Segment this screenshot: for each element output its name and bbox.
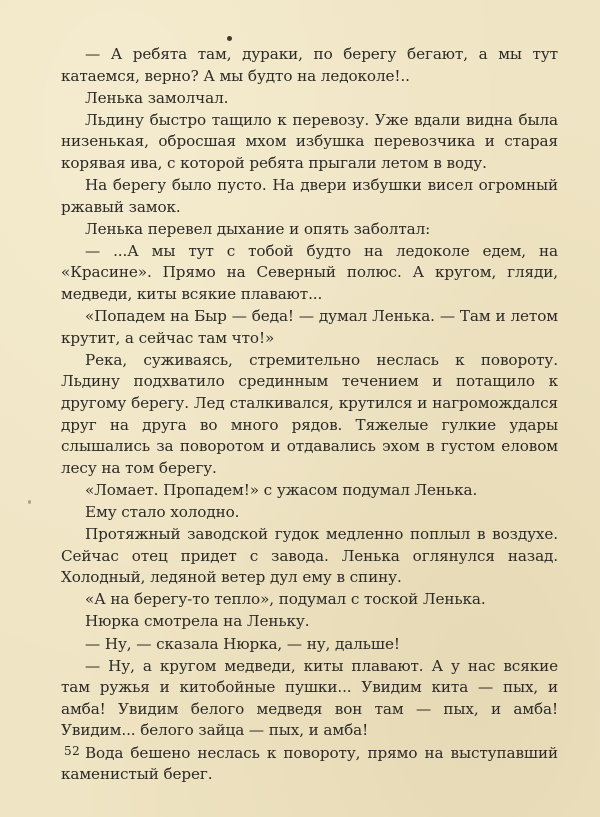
paragraph: «Ломает. Пропадем!» с ужасом подумал Ленька. — [85, 480, 478, 499]
paragraph: — ...А мы тут с тобой будто на ледоколе едем, на «Красине». Прямо на Северный полюс. А кругом, гляди, медведи, киты всякие плавают... — [61, 241, 558, 304]
paragraph: Вода бешено неслась к повороту, прямо на выступавший каменистый берег. — [61, 743, 558, 784]
paragraph: Река, суживаясь, стремительно неслась к повороту. Льдину подхватило срединным течением и потащило к другому берегу. Лед сталкивался, крутился и нагромождался друг на друга во много рядов. Тяжелые гулкие удары слышались за поворотом и отдавались эхом в густом еловом лесу на том берегу. — [61, 350, 558, 477]
paragraph: На берегу было пусто. На двери избушки висел огромный ржавый замок. — [61, 176, 558, 216]
paragraph: Льдину быстро тащило к перевозу. Уже вдали видна была низенькая, обросшая мхом избушка перевозчика и старая корявая ива, с которой ребята прыгали летом в воду. — [61, 110, 558, 172]
paragraph: — Ну, — сказала Нюрка, — ну, дальше! — [85, 634, 400, 653]
paragraph: Ленька перевел дыхание и опять заболтал: — [85, 219, 431, 238]
page-number: 52 — [64, 744, 81, 758]
paragraph: — А ребята там, дураки, по берегу бегают, а мы тут катаемся, верно? А мы будто на ледоколе!.. — [61, 45, 558, 85]
body-text — [61, 44, 558, 786]
paragraph: «А на берегу-то тепло», подумал с тоской Ленька. — [85, 590, 486, 609]
paragraph: Нюрка смотрела на Леньку. — [85, 612, 310, 631]
paragraph: Ему стало холодно. — [85, 502, 240, 521]
paragraph: Ленька замолчал. — [85, 88, 229, 107]
ink-speck — [28, 500, 31, 504]
paragraph: «Попадем на Быр — беда! — думал Ленька. — Там и летом крутит, а сейчас там что!» — [61, 307, 558, 347]
paragraph: Протяжный заводской гудок медленно поплыл в воздухе. Сейчас отец придет с завода. Ленька оглянулся назад. Холодный, ледяной ветер дул ему в спину. — [61, 525, 558, 587]
ink-speck — [227, 36, 232, 41]
paragraph: — Ну, а кругом медведи, киты плавают. А у нас всякие там ружья и китобойные пушки... Увидим кита — пых, и амба! Увидим белого медведя вон там — пых, и амба! Увидим... белого зайца — пых, и амба! — [61, 656, 558, 740]
